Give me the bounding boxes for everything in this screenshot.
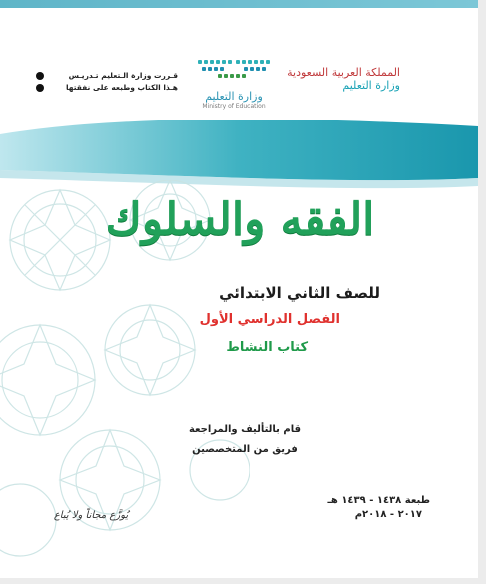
- decree-text: [46, 70, 178, 94]
- kingdom-name: المملكة العربية السعودية: [287, 66, 400, 79]
- ministry-logo: [192, 56, 276, 116]
- credits: [170, 420, 320, 460]
- ministry-logo-icon: [192, 56, 276, 84]
- top-strip: [0, 0, 478, 8]
- distribution-note: يُوزَّع مجاناً ولا يُباع: [53, 510, 129, 521]
- edition-line-2: ٢٠١٧ - ٢٠١٨م: [354, 509, 422, 520]
- decree-line-2: هـذا الكتاب وطبعه على نفقتها: [65, 83, 178, 92]
- logo-english: Ministry of Education: [202, 103, 266, 110]
- edition-info: [300, 494, 430, 522]
- grade-label: للصف الثاني الابتدائي: [219, 284, 380, 302]
- credits-line-2: فريق من المتخصصين: [192, 444, 298, 455]
- term-label: الفصل الدراسي الأول: [199, 312, 340, 327]
- bullet-icon: [36, 72, 44, 80]
- edition-line-1: طبعة ١٤٣٨ - ١٤٣٩ هـ: [327, 495, 430, 506]
- book-type-label: كتاب النشاط: [226, 340, 308, 355]
- page-edge-bottom: [0, 578, 486, 584]
- ministry-name: وزارة التعليم: [342, 79, 400, 92]
- bullet-icon: [36, 84, 44, 92]
- decree-line-1: قـررت وزارة الـتعليم تـدريـس: [68, 71, 178, 80]
- government-header: [287, 66, 400, 93]
- book-title: الفقه والسلوك: [105, 194, 375, 245]
- logo-arabic: وزارة التعليم: [205, 90, 263, 103]
- page-edge-right: [478, 0, 486, 584]
- credits-line-1: قام بالتأليف والمراجعة: [188, 424, 302, 435]
